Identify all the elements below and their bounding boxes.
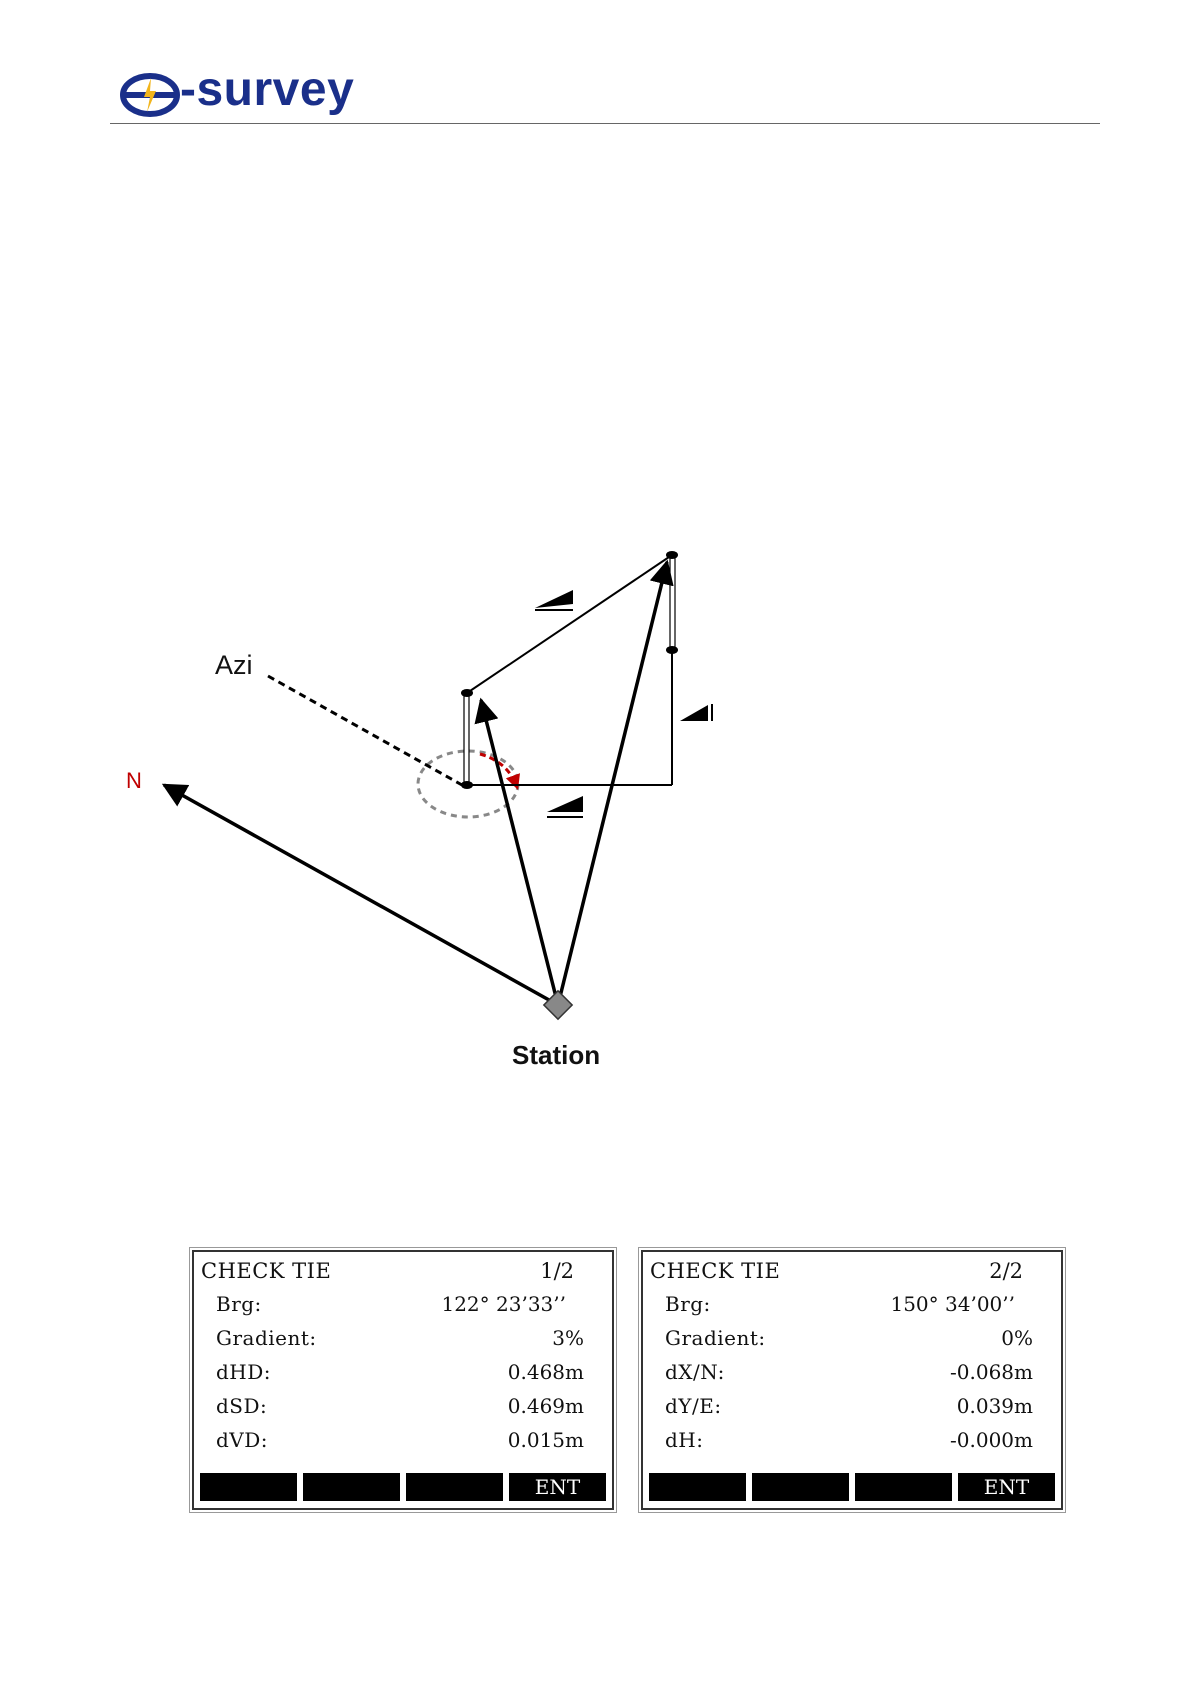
azimuth-line — [268, 676, 462, 785]
softkey-bar — [200, 1473, 606, 1501]
softkey-f3[interactable] — [406, 1473, 503, 1501]
row-dh — [643, 1428, 1061, 1462]
vector-to-point-2 — [558, 562, 667, 1005]
row-brg — [194, 1292, 612, 1326]
header-divider — [110, 123, 1100, 124]
field-value: -0.000m — [950, 1428, 1033, 1452]
field-label: Gradient: — [216, 1326, 317, 1350]
field-label: Gradient: — [665, 1326, 766, 1350]
field-value: 0% — [1001, 1326, 1033, 1350]
station-label: Station — [512, 1040, 601, 1070]
field-value: 0.039m — [956, 1394, 1033, 1418]
row-dvd — [194, 1428, 612, 1462]
screen-title: CHECK TIE — [650, 1259, 781, 1283]
field-label: dHD: — [216, 1360, 272, 1384]
prism-pole-2 — [670, 555, 675, 650]
lcd-screen-page-2 — [641, 1250, 1063, 1510]
brand-name: -survey — [180, 63, 355, 116]
field-value: -0.068m — [950, 1360, 1033, 1384]
row-dye — [643, 1394, 1061, 1428]
softkey-f1[interactable] — [200, 1473, 297, 1501]
softkey-f1[interactable] — [649, 1473, 746, 1501]
vector-to-point-1 — [481, 700, 558, 1005]
softkey-f3[interactable] — [855, 1473, 952, 1501]
field-label: dX/N: — [665, 1360, 725, 1384]
field-label: dSD: — [216, 1394, 268, 1418]
field-value: 0.015m — [507, 1428, 584, 1452]
field-value: 122° 23’33’’ — [441, 1292, 566, 1316]
page-header — [110, 64, 1100, 124]
horizontal-distance-icon — [547, 796, 583, 817]
field-value: 3% — [552, 1326, 584, 1350]
prism-pole-1 — [464, 693, 469, 785]
check-tie-diagram — [0, 500, 1190, 1100]
row-brg — [643, 1292, 1061, 1326]
field-label: Brg: — [665, 1292, 711, 1316]
north-label: N — [126, 768, 142, 793]
field-value: 150° 34’00’’ — [890, 1292, 1015, 1316]
row-dsd — [194, 1394, 612, 1428]
field-value: 0.469m — [507, 1394, 584, 1418]
field-label: dY/E: — [665, 1394, 722, 1418]
station-marker — [544, 991, 572, 1019]
screen-title: CHECK TIE — [201, 1259, 332, 1283]
e-survey-logo-icon — [120, 72, 180, 118]
field-value: 0.468m — [507, 1360, 584, 1384]
row-gradient — [194, 1326, 612, 1360]
row-dhd — [194, 1360, 612, 1394]
softkey-ent[interactable]: ENT — [509, 1473, 606, 1501]
slope-distance-icon — [535, 590, 573, 610]
azi-label: Azi — [215, 650, 253, 680]
softkey-ent[interactable]: ENT — [958, 1473, 1055, 1501]
page-indicator: 2/2 — [989, 1259, 1023, 1283]
field-label: Brg: — [216, 1292, 262, 1316]
softkey-f2[interactable] — [303, 1473, 400, 1501]
field-label: dVD: — [216, 1428, 269, 1452]
diagram-svg — [0, 500, 1190, 1100]
field-label: dH: — [665, 1428, 704, 1452]
row-gradient — [643, 1326, 1061, 1360]
softkey-f2[interactable] — [752, 1473, 849, 1501]
softkey-bar — [649, 1473, 1055, 1501]
vertical-distance-icon — [680, 704, 712, 721]
lcd-screen-page-1 — [192, 1250, 614, 1510]
page-indicator: 1/2 — [540, 1259, 574, 1283]
north-arrow — [164, 785, 558, 1005]
row-dxn — [643, 1360, 1061, 1394]
